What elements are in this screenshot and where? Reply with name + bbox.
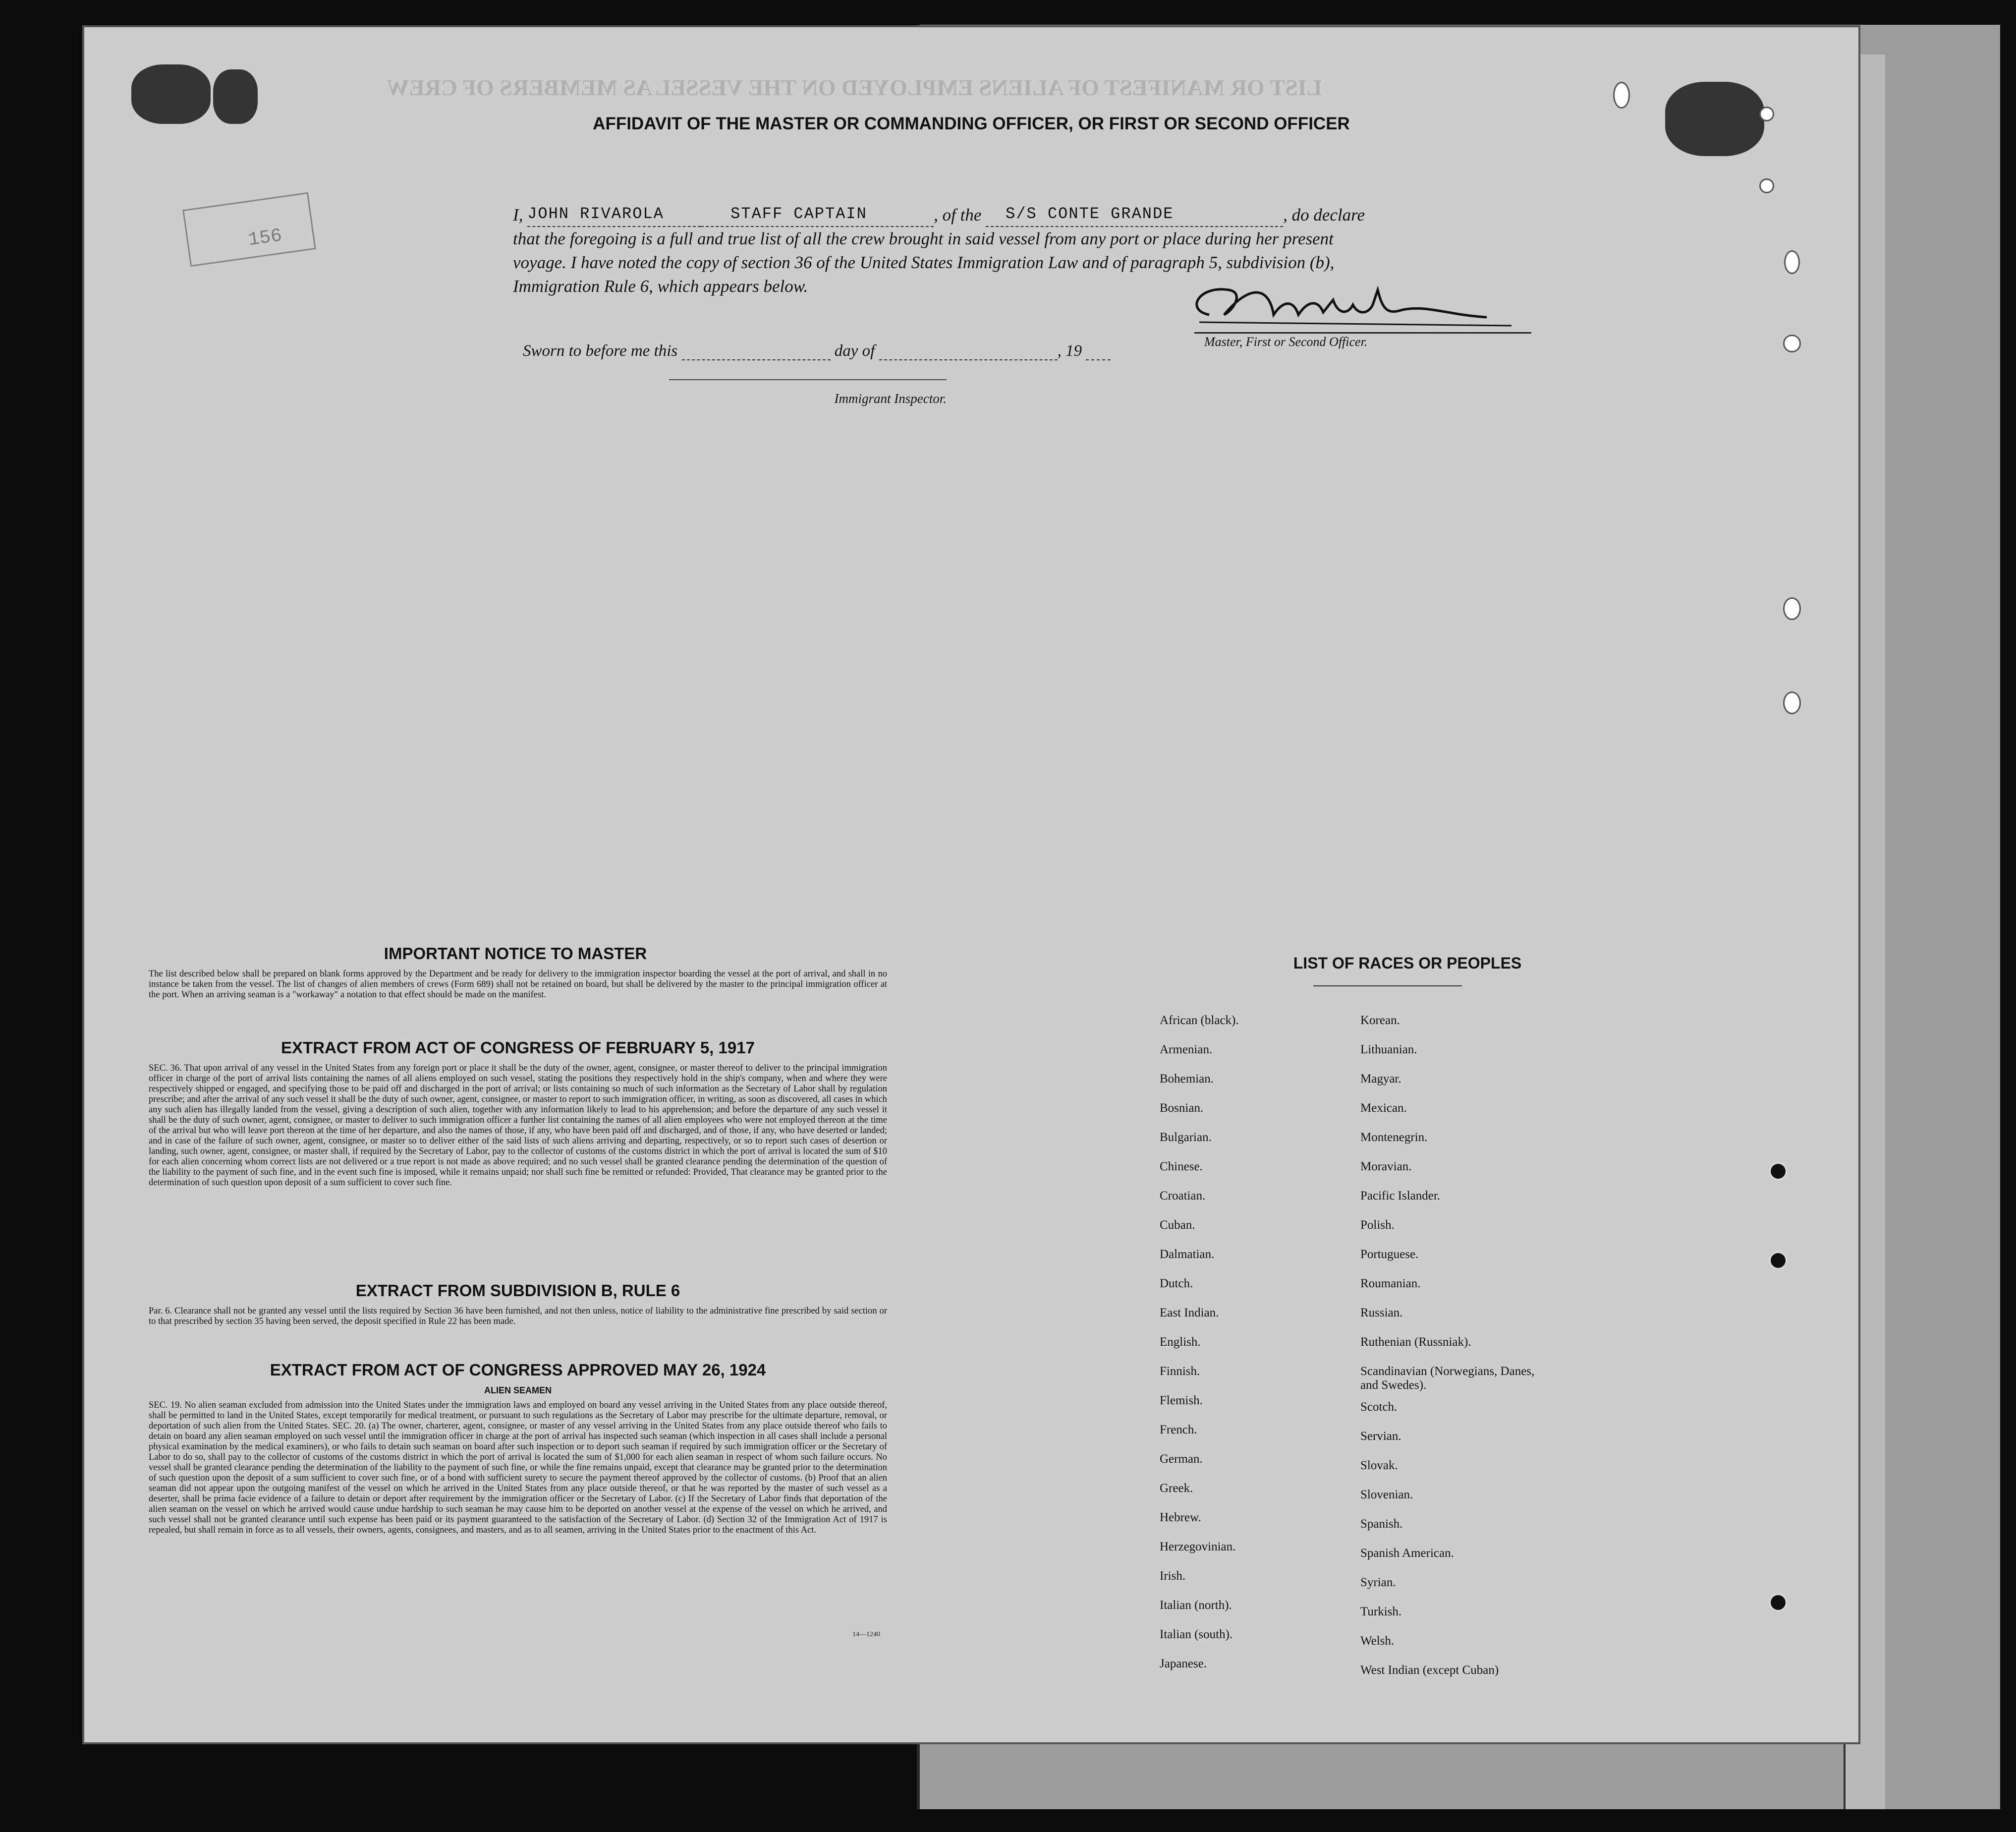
sworn-year-field [1086, 359, 1111, 360]
race-item: Portuguese. [1360, 1248, 1419, 1261]
race-item: Cuban. [1160, 1218, 1195, 1232]
race-item: Greek. [1160, 1482, 1193, 1495]
race-item: Spanish American. [1360, 1546, 1454, 1560]
binder-hole [1759, 178, 1774, 193]
race-item: Scotch. [1360, 1400, 1398, 1414]
form-number: 14—1240 [852, 1631, 880, 1638]
extract-1924-subtitle: ALIEN SEAMEN [484, 1385, 552, 1395]
vessel-field [986, 201, 1283, 227]
race-item: Pacific Islander. [1360, 1189, 1441, 1202]
race-item: Montenegrin. [1360, 1131, 1428, 1144]
race-item: Italian (south). [1160, 1628, 1233, 1641]
race-item: Irish. [1160, 1569, 1186, 1583]
vessel-name: S/S CONTE GRANDE [1006, 205, 1174, 223]
declaration-line-3: voyage. I have noted the copy of section 36 of the United States Immigration Law and of paragraph 5, subdivision (b), [513, 253, 1335, 272]
race-item: Mexican. [1360, 1101, 1407, 1115]
race-item: Spanish. [1360, 1517, 1403, 1531]
race-item: West Indian (except Cuban) [1360, 1663, 1499, 1677]
races-title-rule [1313, 985, 1462, 986]
sworn-year-label: , 19 [1057, 342, 1082, 360]
sworn-day-field [682, 359, 831, 360]
race-item: Roumanian. [1360, 1277, 1421, 1290]
declaration-i: I, [513, 205, 523, 225]
extract-rule6-text: Par. 6. Clearance shall not be granted any vessel until the lists required by Section 36 have been furnished, and not then unless, notice of liability to the administrative fine prescribed by said section or to that prescribed by section 35 having been served, the deposit specified in Rule 22 has been made. [149, 1306, 887, 1326]
race-item: Turkish. [1360, 1605, 1402, 1618]
extract-1917-title: EXTRACT FROM ACT OF CONGRESS OF FEBRUARY 5, 1917 [281, 1038, 755, 1057]
binder-hole-dark [1769, 1162, 1787, 1180]
binder-hole [1613, 82, 1630, 109]
officer-name-field [527, 201, 701, 227]
race-item: Syrian. [1360, 1576, 1396, 1589]
sworn-prefix: Sworn to before me this [523, 342, 678, 360]
races-right-column [1360, 1014, 1539, 1693]
race-item: Armenian. [1160, 1043, 1213, 1056]
manifest-page [84, 27, 1858, 1742]
race-item: German. [1160, 1452, 1203, 1466]
officer-rank: STAFF CAPTAIN [730, 205, 867, 223]
race-item: Croatian. [1160, 1189, 1206, 1202]
race-item: Moravian. [1360, 1160, 1412, 1173]
race-item: Bulgarian. [1160, 1131, 1212, 1144]
declaration-of-the: , of the [934, 205, 982, 225]
extract-1924-text: SEC. 19. No alien seaman excluded from admission into the United States under the immigration laws and employed on board any vessel arriving in the United States from any place outside thereof, shall be permitted to land in the United States, except temporarily for medical treatment, or pursuant to such regulations as the Secretary of Labor may prescribe for the ultimate departure, removal, or deportation of such alien from the United States. SEC. 20. (a) The owner, charterer, agent, consignee, or master of any vessel arriving in the United States from any place outside thereof who fails to detain on board any alien seaman employed on such vessel until the immigration officer in charge at the port of arrival has inspected such seaman (which inspection in all cases shall include a personal physical examination by the medical examiners), or who fails to detain such seaman on board after such inspection or to deport such seaman if required by such immigration officer or the Secretary of Labor to do so, shall pay to the collector of customs of the customs district in which the port of arrival is located the sum of $1,000 for each alien seaman in respect of whom such failure occurs. No vessel shall be granted clearance pending the determination of the liability to the payment of such fine, or while the fine remains unpaid, except that clearance may be granted prior to the determination of such question upon the deposit of a sum sufficient to cover such fine, or of a bond with sufficient surety to secure the payment thereof approved by the collector of customs. (b) Proof that an alien seaman did not appear upon the outgoing manifest of the vessel on which he arrived in the United States from any place outside thereof, or that he was reported by the master of such vessel as a deserter, shall be prima facie evidence of a failure to detain or deport after requirement by the immigration officer or the Secretary of Labor. (c) If the Secretary of Labor finds that deportation of the alien seaman on the vessel on which he arrived would cause undue hardship to such seaman he may cause him to be deported on another vessel at the expense of the vessel on which he arrived, and such vessel shall not be granted clearance until such expense has been paid or its payment guaranteed to the satisfaction of the Secretary of Labor. (d) Section 32 of the Immigration Act of 1917 is repealed, but shall remain in force as to all vessels, their owners, agents, consignees, and masters, and as to all seamen, arriving in the United States prior to the enactment of this Act. [149, 1400, 887, 1535]
binder-hole [1759, 107, 1774, 121]
race-item: Slovenian. [1360, 1488, 1413, 1501]
signature-line [1194, 332, 1531, 334]
race-item: Dalmatian. [1160, 1248, 1215, 1261]
notice-text: The list described below shall be prepared on blank forms approved by the Department and be ready for delivery to the immigration inspector boarding the vessel at the port of arrival, and shall in no instance be taken from the vessel. The list of changes of alien members of crews (Form 689) shall not be retained on board, but shall be delivered by the master to the principal immigration officer at the port. When an arriving seaman is a "workaway" a notation to that effect should be made on the manifest. [149, 969, 887, 1000]
race-item: Chinese. [1160, 1160, 1203, 1173]
race-item: Polish. [1360, 1218, 1395, 1232]
race-item: Bosnian. [1160, 1101, 1204, 1115]
race-item: Servian. [1360, 1430, 1401, 1443]
page-stamp [182, 192, 316, 267]
race-item: Bohemian. [1160, 1072, 1214, 1086]
extract-1924-title: EXTRACT FROM ACT OF CONGRESS APPROVED MAY 26, 1924 [270, 1361, 766, 1379]
race-item: Finnish. [1160, 1365, 1200, 1378]
race-item: Italian (north). [1160, 1599, 1232, 1612]
sworn-month-field [879, 359, 1058, 360]
race-item: Welsh. [1360, 1634, 1395, 1648]
extract-1917-text: SEC. 36. That upon arrival of any vessel in the United States from any foreign port or place it shall be the duty of the owner, agent, consignee, or master thereof to deliver to the principal immigration officer in charge of the port of arrival lists containing the names of all aliens employed on such vessel, stating the positions they respectively hold in the ship's company, when and where they were respectively shipped or engaged, and specifying those to be paid off and discharged in the port of arrival; or lists containing so much of such information as the Secretary of Labor shall by regulation prescribe; and after the arrival of any such vessel it shall be the duty of such owner, agent, consignee, or master to report to such immigration officer, in writing, as soon as discovered, all cases in which any such alien has illegally landed from the vessel, giving a description of such alien, together with any information likely to lead to his apprehension; and before the departure of any such vessel it shall be the duty of such owner, agent, consignee, or master to deliver to such immigration officer a further list containing the names of all alien employees who were not employed thereon at the time of the arrival but who will leave port thereon at the time of her departure, and also the names of those, if any, who have been paid off and discharged, and of those, if any, who have deserted or landed; and in case of the failure of such owner, agent, consignee, or master so to deliver either of the said lists of such aliens arriving and departing, respectively, or so to report such cases of desertion or landing, such owner, agent, consignee, or master shall, if required by the Secretary of Labor, pay to the collector of customs of the customs district in which the port of arrival is located the sum of $10 for each alien concerning whom correct lists are not delivered or a true report is not made as above required; and no such vessel shall be granted clearance pending the determination of the question of the liability to the payment of such fine, and in the event such fine is imposed, while it remains unpaid; nor shall such fine be remitted or refunded: Provided, That clearance may be granted prior to the determination of such question upon deposit of a sum sufficient to cover such fine. [149, 1063, 887, 1188]
binder-hole [1784, 250, 1800, 274]
races-title: LIST OF RACES OR PEOPLES [1293, 954, 1522, 972]
race-item: Slovak. [1360, 1459, 1398, 1472]
race-item: African (black). [1160, 1014, 1239, 1027]
master-signature [1170, 280, 1516, 335]
extract-rule6-title: EXTRACT FROM SUBDIVISION B, RULE 6 [355, 1281, 680, 1300]
notice-title: IMPORTANT NOTICE TO MASTER [384, 944, 647, 963]
race-item: Hebrew. [1160, 1511, 1201, 1524]
sworn-day-label: day of [834, 342, 875, 360]
races-left-column [1160, 1014, 1239, 1686]
race-item: East Indian. [1160, 1306, 1219, 1319]
binder-hole [1783, 691, 1801, 714]
race-item: English. [1160, 1335, 1201, 1349]
race-item: Scandinavian (Norwegians, Danes, and Swedes). [1360, 1365, 1535, 1392]
race-item: Flemish. [1160, 1394, 1203, 1407]
binder-hole [1783, 597, 1801, 620]
race-item: Russian. [1360, 1306, 1403, 1319]
binder-hole-dark [1769, 1252, 1787, 1269]
race-item: Herzegovinian. [1160, 1540, 1236, 1553]
binder-hole [1783, 335, 1801, 352]
binder-hole-dark [1769, 1594, 1787, 1611]
declaration-line-1 [513, 201, 1554, 227]
sworn-line [523, 342, 1111, 360]
race-item: Ruthenian (Russniak). [1360, 1335, 1471, 1349]
race-item: Korean. [1360, 1014, 1400, 1027]
signature-label: Master, First or Second Officer. [1204, 335, 1368, 349]
declaration-line-2: that the foregoing is a full and true list of all the crew brought in said vessel from any port or place during her present [513, 229, 1334, 248]
affidavit-title: AFFIDAVIT OF THE MASTER OR COMMANDING OFFICER, OR FIRST OR SECOND OFFICER [593, 114, 1350, 133]
race-item: Dutch. [1160, 1277, 1193, 1290]
officer-name: JOHN RIVAROLA [527, 205, 664, 223]
race-item: Magyar. [1360, 1072, 1401, 1086]
declaration-line-4: Immigration Rule 6, which appears below. [513, 277, 808, 296]
declaration-do-declare: , do declare [1283, 205, 1365, 225]
officer-rank-field [701, 201, 934, 227]
bleed-through-title: LIST OR MANIFEST OF ALIENS EMPLOYED ON THE VESSEL AS MEMBERS OF CREW [387, 75, 1322, 100]
race-item: Lithuanian. [1360, 1043, 1417, 1056]
stamp-number: 156 [247, 225, 283, 251]
race-item: French. [1160, 1423, 1197, 1436]
inspector-signature-label: Immigrant Inspector. [669, 379, 947, 406]
race-item: Japanese. [1160, 1657, 1207, 1670]
